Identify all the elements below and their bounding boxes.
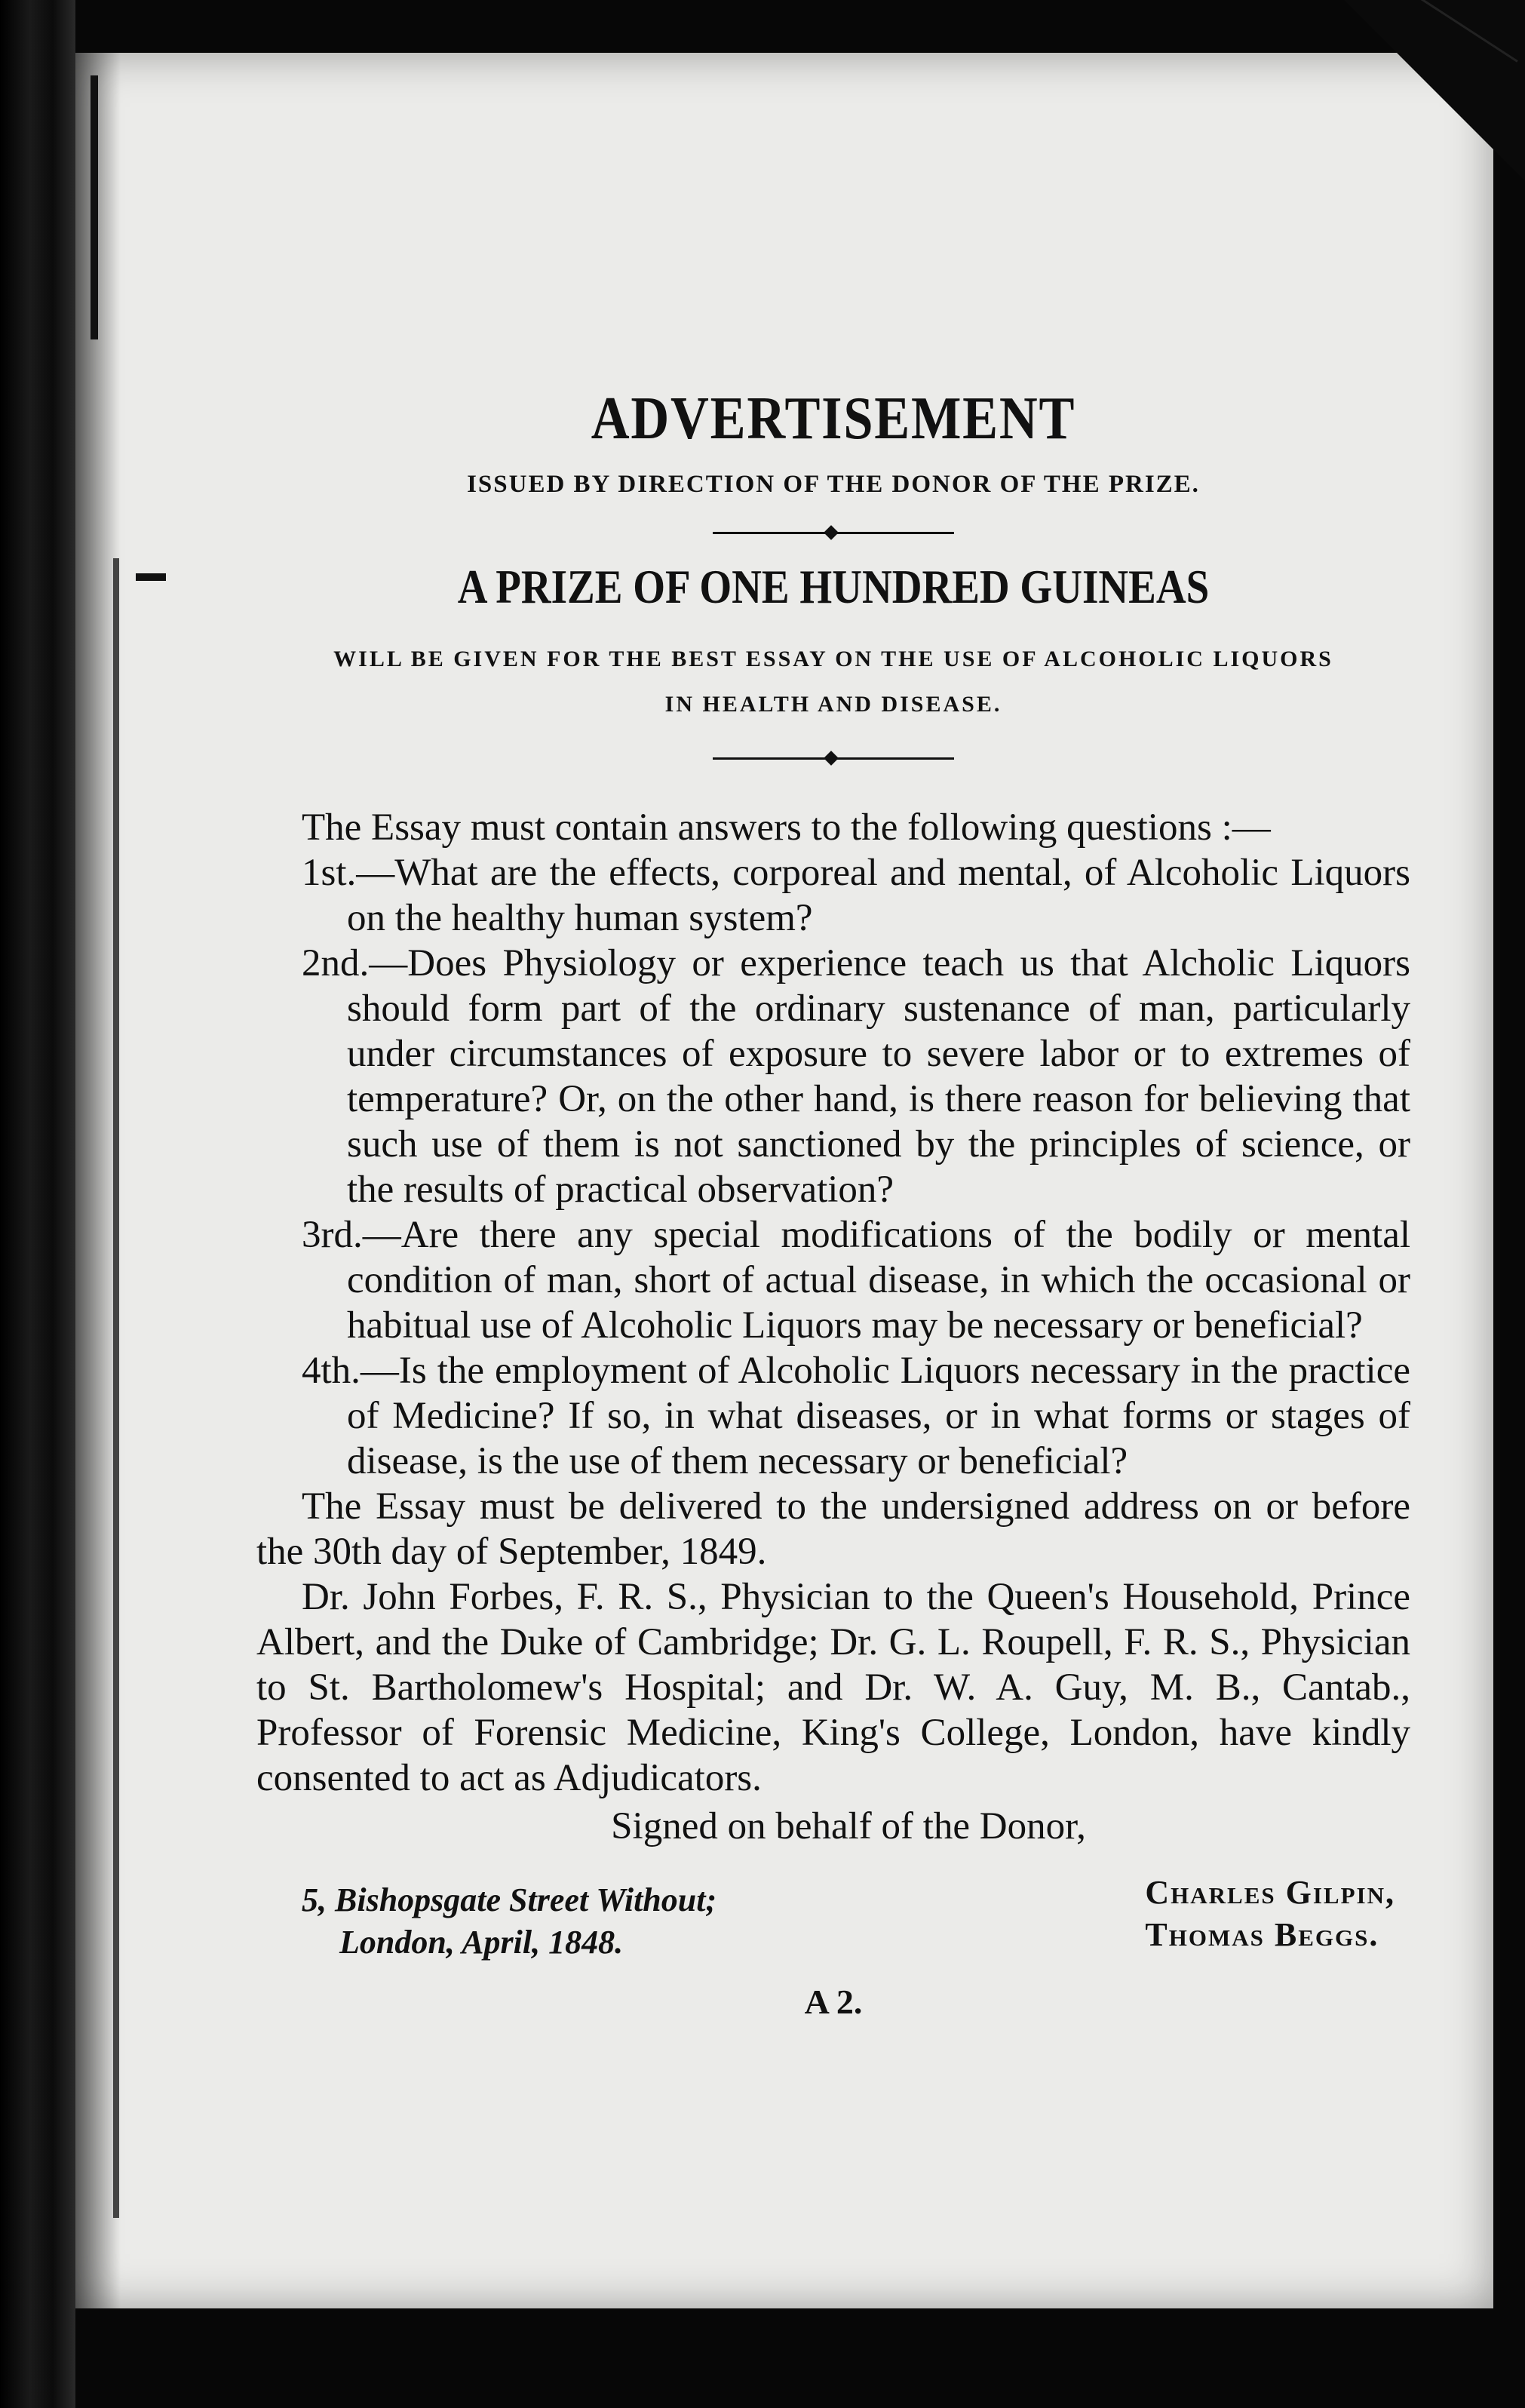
intro-paragraph: The Essay must contain answers to the following questions :—: [302, 806, 1271, 849]
delivery-paragraph: The Essay must be delivered to the undersigned address on or before the 30th day of September, 1849.: [256, 1485, 1410, 1573]
folded-corner: [1344, 0, 1525, 181]
prize-heading: A PRIZE OF ONE HUNDRED GUINEAS: [457, 560, 1210, 613]
question-number: 1st.—: [302, 852, 395, 894]
question-number: 2nd.—: [302, 942, 408, 984]
question-text: Does Physiology or experience teach us that Alcholic Liquors should form part of the ordinary sustenance of man, particularly under circumstances of exposure to severe labor or to extremes of temperature? Or, on the other hand, is there reason for believing that such use of them is not sanctioned by the principles of science, or the results of practical observation?: [347, 942, 1410, 1211]
binding-mark: [136, 573, 166, 581]
question-text: Are there any special modifications of the bodily or mental condition of man, short of actual disease, in which the occasional or habitual use of Alcoholic Liquors may be necessary or beneficial?: [347, 1214, 1410, 1347]
signer-name: Thomas Beggs.: [1145, 1916, 1379, 1953]
question-text: What are the effects, corporeal and mental, of Alcoholic Liquors on the healthy human system?: [347, 852, 1410, 939]
advertisement-content: [256, 385, 1410, 2022]
prize-description-line-1: WILL BE GIVEN FOR THE BEST ESSAY ON THE USE OF ALCOHOLIC LIQUORS: [333, 647, 1333, 671]
signed-line: Signed on behalf of the Donor,: [611, 1805, 1086, 1847]
ornamental-rule: [713, 532, 954, 534]
question-item: [302, 1212, 1410, 1348]
address-line-1: 5, Bishopsgate Street Without;: [302, 1881, 717, 1918]
question-item: [302, 941, 1410, 1212]
address-line-2: London, April, 1848.: [339, 1924, 624, 1961]
binding-mark: [91, 75, 98, 339]
essay-requirements: [256, 805, 1410, 1801]
question-number: 3rd.—: [302, 1214, 401, 1256]
question-item: [302, 850, 1410, 941]
subtitle: ISSUED BY DIRECTION OF THE DONOR OF THE PRIZE.: [467, 471, 1200, 498]
question-item: [302, 1348, 1410, 1484]
binding-mark: [113, 558, 119, 2218]
book-binding-edge: [0, 0, 75, 2408]
page-title: ADVERTISEMENT: [591, 385, 1076, 452]
footer: [256, 1874, 1410, 1977]
prize-description-line-2: IN HEALTH AND DISEASE.: [664, 692, 1002, 717]
question-text: Is the employment of Alcoholic Liquors necessary in the practice of Medicine? If so, in what diseases, or in what forms or stages of disease, is the use of them necessary or beneficial?: [347, 1350, 1410, 1482]
signer-name: Charles Gilpin,: [1145, 1874, 1395, 1911]
ornamental-rule: [713, 757, 954, 760]
prize-description: [256, 637, 1410, 727]
signature-mark: A 2.: [804, 1983, 863, 2021]
adjudicators-paragraph: Dr. John Forbes, F. R. S., Physician to the Queen's Household, Prince Albert, and the Duke of Cambridge; Dr. G. L. Roupell, F. R. S., Physician to St. Bartholomew's Hospital; and Dr. W. A. Guy, M. B., Cantab., Professor of Forensic Medicine, King's College, London, have kindly consented to act as Adjudicators.: [256, 1576, 1410, 1799]
signatories: [1145, 1872, 1395, 1956]
address-block: [302, 1879, 716, 1964]
question-number: 4th.—: [302, 1350, 399, 1392]
